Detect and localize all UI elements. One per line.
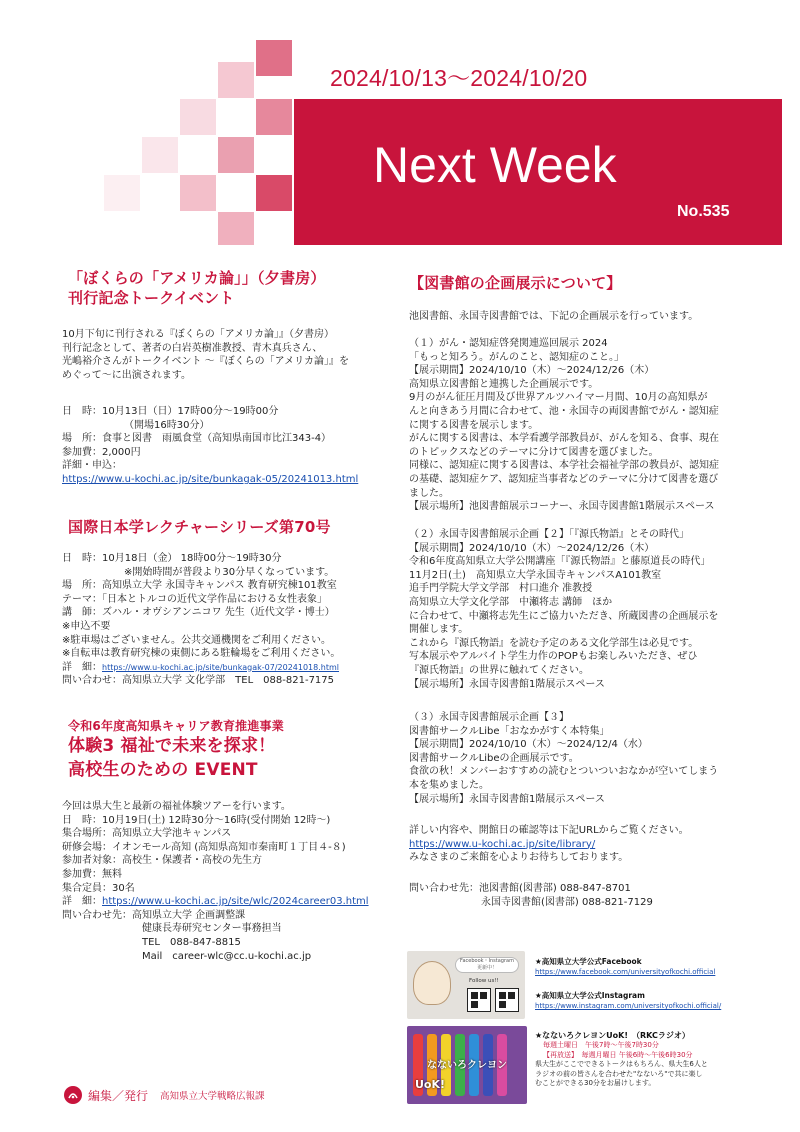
event3-body: 今回は県大生と最新の福祉体験ツアーを行います。 日 時：10月19日(土) 12時30分～16時(受付開始 12時～) 集合場所：高知県立大学池キャンパス 研修会場：イオンモール高知 (高知県高知市秦南町１丁目４-８) 参加者対象：高校生・保護者・高校の先生方 参加費：無料 集合定員：30名 詳 細：https://www.u-kochi.ac.jp/site/wlc/2024career03.html 問い合わせ先：高知県立大学 企画調整課 健康長寿研究センター事務担当 TEL 088-847-8815 Mail career-wlc@cc.u-kochi.ac.jp bbox=[62, 801, 369, 962]
library-link[interactable]: https://www.u-kochi.ac.jp/site/library/ bbox=[409, 838, 596, 850]
instagram-info: ★高知県立大学公式Instagram https://www.instagram.com/universityofkochi.official/ bbox=[535, 991, 722, 1010]
decor-square bbox=[142, 137, 178, 173]
speech-bubble: Facebook・Instagram 更新中！ bbox=[455, 957, 519, 973]
instagram-link[interactable]: https://www.instagram.com/universityofkochi.official/ bbox=[535, 1002, 722, 1010]
event1-title: 「ぼくらの「アメリカ論」」（夕書房） 刊行記念トークイベント bbox=[68, 269, 326, 307]
event2-link[interactable]: https://www.u-kochi.ac.jp/site/bunkagak-07/20241018.html bbox=[102, 662, 340, 672]
facebook-info: ★高知県立大学公式Facebook https://www.facebook.com/universityofkochi.official bbox=[535, 957, 716, 976]
header-banner bbox=[40, 40, 760, 250]
footer-label: 編集／発行 bbox=[88, 1088, 149, 1103]
university-logo-icon bbox=[64, 1086, 82, 1104]
event2-body: 日 時：10月18日（金） 18時00分～19時30分 ※開始時間が普段より30分早くなっています。 場 所：高知県立大学 永国寺キャンパス 教育研究棟101教室 テーマ：「日本とトルコの近代文学作品における女性表象」 講 師：ズハル・オヴシアンニコワ 先生（近代文学・博士） ※申込不要 ※駐車場はございません。公共交通機関をご利用ください。 ※自転車は教育研究棟の東側にある駐輪場をご利用ください。 詳 細：https://www.u-kochi.ac.jp/site/bunkagak-07/20241018.html 問い合わせ：高知県立大学 文化学部 TEL 088-821-7175 bbox=[62, 553, 341, 687]
page-title: Next Week bbox=[373, 137, 617, 193]
decor-square bbox=[104, 175, 140, 211]
library-intro: 池図書館、永国寺図書館では、下記の企画展示を行っています。 bbox=[409, 311, 699, 322]
event2-title: 国際日本学レクチャーシリーズ第70号 bbox=[68, 518, 331, 536]
decor-square bbox=[218, 137, 254, 173]
library-outro: 詳しい内容や、開館日の確認等は下記URLからご覧ください。 https://www.u-kochi.ac.jp/site/library/ みなさまのご来館を心よりお待ちしております。 bbox=[409, 824, 754, 865]
qr-code-icon bbox=[467, 988, 491, 1012]
event3-link[interactable]: https://www.u-kochi.ac.jp/site/wlc/2024career03.html bbox=[102, 896, 369, 908]
library-title: 【図書館の企画展示について】 bbox=[409, 274, 622, 292]
radio-image: なないろクレヨン UoK! bbox=[407, 1026, 527, 1104]
decor-square bbox=[180, 99, 216, 135]
footer bbox=[64, 1086, 265, 1104]
decor-square bbox=[256, 99, 292, 135]
radio-info: ★なないろクレヨンUoK! （RKCラジオ） 毎週土曜日 午後7時～午後7時30分 【再放送】 毎週月曜日 午後6時～午後6時30分 県大生がここでできるトークはもちろん、県大生6人と ラジオの前の皆さんを合わせた"なないろ"で共に楽し むことができる30分をお届けします。 bbox=[535, 1031, 708, 1088]
footer-org: 高知県立大学戦略広報課 bbox=[160, 1091, 265, 1102]
exhibit-3: （３）永国寺図書館展示企画【３】 図書館サークルLibe「おなかがすく本特集」 【展示期間】2024/10/10（木）～2024/12/4（水） 図書館サークルLibeの企画展示です。 食欲の秋！メンバーおすすめの読むとついついおなかが空いてしまう 本を集めました。 【展示場所】永国寺図書館1階展示スペース bbox=[409, 712, 719, 805]
mascot-illustration bbox=[413, 961, 451, 1005]
facebook-link[interactable]: https://www.facebook.com/universityofkochi.official bbox=[535, 968, 716, 976]
decor-square bbox=[218, 62, 254, 98]
date-range: 2024/10/13～2024/10/20 bbox=[330, 65, 588, 91]
event1-link[interactable]: https://www.u-kochi.ac.jp/site/bunkagak-05/20241013.html bbox=[62, 473, 359, 485]
decor-square bbox=[256, 175, 292, 211]
sns-image: Facebook・Instagram 更新中！ Follow us!! bbox=[407, 951, 525, 1019]
library-contact: 問い合わせ先：池図書館(図書部) 088-847-8701 永国寺図書館(図書部) 088-821-7129 bbox=[409, 883, 653, 908]
event1-details: 日 時：10月13日（日）17時00分～19時00分 （開場16時30分） 場 所：食事と図書 雨風食堂（高知県南国市比江343-4） 参加費：2,000円 詳細・申込： https://www.u-kochi.ac.jp/site/bunkagak-05/20241013.html bbox=[62, 405, 394, 487]
decor-square bbox=[256, 40, 292, 76]
event3-title: 令和6年度高知県キャリア教育推進事業 体験3 福祉で未来を探求！ 高校生のための EVENT bbox=[68, 719, 284, 780]
decor-square bbox=[218, 212, 254, 245]
decor-square bbox=[180, 175, 216, 211]
exhibit-1: （１）がん・認知症啓発関連巡回展示 2024 「もっと知ろう。がんのこと、認知症のこと。」 【展示期間】2024/10/10（木）～2024/12/26（木） 高知県立図書館と連携した企画展示です。 9月のがん征圧月間及び世界アルツハイマー月間、10月の高知県が んと向きあう月間に合わせて、池・永国寺の両図書館でがん・認知症 に関する図書を展示します。 がんに関する図書は、本学看護学部教員が、がんを知る、食事、現在 のトピックスなどのテーマに分けて図書を選びました。 同様に、認知症に関する図書は、本学社会福祉学部の教員が、認知症 の基礎、認知症ケア、認知症当事者などのテーマに分けて図書を選び ました。 【展示場所】池図書館展示コーナー、永国寺図書館1階展示スペース bbox=[409, 338, 719, 513]
exhibit-2: （２）永国寺図書館展示企画【２】「『源氏物語』とその時代」 【展示期間】2024/10/10（木）～2024/12/26（木） 令和6年度高知県立大学公開講座「『源氏物語』と藤原道長の時代」 11月2日(土) 高知県立大学永国寺キャンパスA101教室 追手門学院大学文学部 村口進介 准教授 高知県立大学文化学部 中瀬将志 講師 ほか に合わせて、中瀬将志先生にご協力いただき、所蔵図書の企画展示を 開催します。 これから『源氏物語』を読む予定のある文化学部生は必見です。 写本展示やアルバイト学生力作のPOPもお楽しみいただき、ぜひ 『源氏物語』の世界に触れてください。 【展示場所】永国寺図書館1階展示スペース bbox=[409, 529, 719, 690]
issue-number: No.535 bbox=[677, 203, 730, 220]
event1-body: 10月下旬に刊行される『ぼくらの「アメリカ論」』（夕書房） 刊行記念として、著者の白岩英樹准教授、青木真兵さん、 光嶋裕介さんがトークイベント ～『ぼくらの「アメリカ論」』を めぐって～に出演されます。 bbox=[62, 329, 349, 381]
qr-code-icon bbox=[495, 988, 519, 1012]
